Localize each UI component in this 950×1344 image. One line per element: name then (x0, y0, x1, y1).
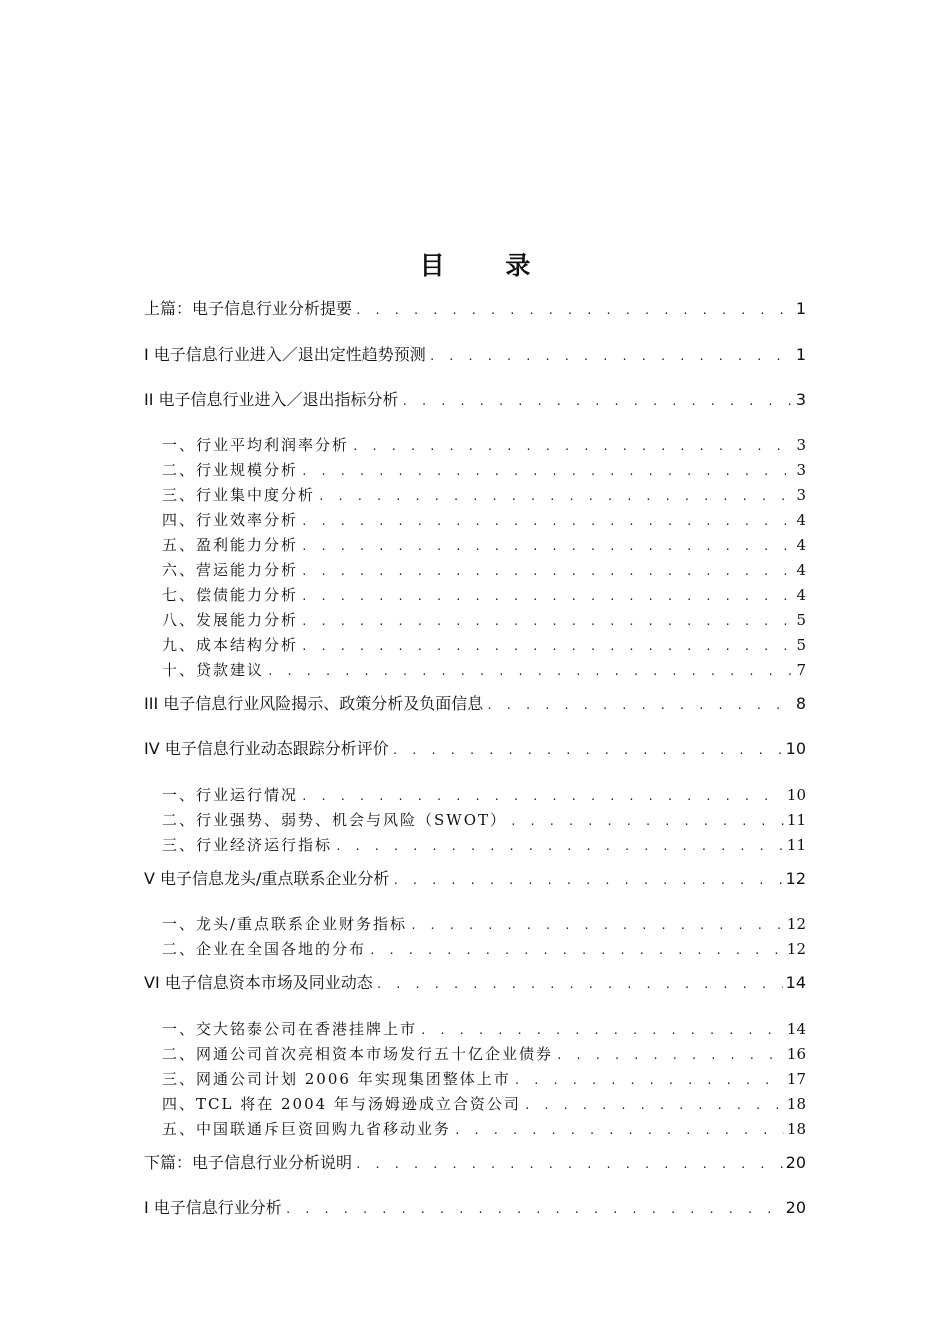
dot-leader (267, 661, 793, 683)
toc-entry-page: 11 (786, 811, 806, 829)
toc-entry-subsection[interactable] (162, 509, 806, 531)
toc-entry-subsection[interactable] (162, 1043, 806, 1065)
toc-entry-page: 5 (796, 611, 806, 629)
dot-leader (486, 695, 793, 717)
dot-leader (556, 1045, 784, 1067)
toc-entry-subsection[interactable] (162, 1118, 806, 1140)
toc-entry-subsection[interactable] (162, 809, 806, 831)
toc-entry-label: 一、行业运行情况 (162, 786, 299, 804)
toc-entry-label: 十、贷款建议 (162, 661, 265, 679)
toc-entry-subsection[interactable] (162, 1093, 806, 1115)
toc-entry-subsection[interactable] (162, 534, 806, 556)
dot-leader (301, 461, 793, 483)
toc-entry-label: 一、行业平均利润率分析 (162, 436, 350, 454)
toc-entry-label: 六、营运能力分析 (162, 561, 299, 579)
toc-entry-page: 18 (786, 1095, 806, 1113)
toc-entry-page: 3 (796, 461, 806, 479)
dot-leader (524, 1095, 784, 1117)
toc-entry-section-iv[interactable] (144, 738, 806, 760)
toc-entry-label: 三、行业集中度分析 (162, 486, 316, 504)
toc-entry-page: 16 (786, 1045, 806, 1063)
dot-leader (355, 300, 793, 322)
toc-entry-subsection[interactable] (162, 434, 806, 456)
dot-leader (285, 1199, 783, 1221)
toc-entry-page: 12 (786, 940, 806, 958)
toc-entry-label: 五、盈利能力分析 (162, 536, 299, 554)
toc-entry-label: VI 电子信息资本市场及同业动态 (144, 973, 373, 992)
toc-title: 目 录 (419, 251, 557, 280)
toc-entry-page: 20 (785, 1198, 806, 1217)
dot-leader (318, 486, 793, 508)
toc-entry-label: 八、发展能力分析 (162, 611, 299, 629)
toc-entry-subsection[interactable] (162, 484, 806, 506)
toc-entry-section-i[interactable] (144, 344, 806, 366)
dot-leader (402, 391, 793, 413)
dot-leader (301, 586, 793, 608)
toc-entry-label: I 电子信息行业进入／退出定性趋势预测 (144, 345, 426, 364)
dot-leader (392, 740, 783, 762)
toc-entry-subsection[interactable] (162, 559, 806, 581)
toc-entry-page: 3 (796, 436, 806, 454)
toc-entry-page: 4 (796, 536, 806, 554)
toc-entry-subsection[interactable] (162, 938, 806, 960)
toc-entry-label: 一、交大铭泰公司在香港挂牌上市 (162, 1020, 418, 1038)
toc-entry-part-2[interactable] (144, 1152, 806, 1174)
toc-entry-page: 1 (795, 345, 806, 364)
toc-entry-page: 20 (785, 1153, 806, 1172)
toc-entry-subsection[interactable] (162, 834, 806, 856)
dot-leader (301, 611, 793, 633)
dot-leader (301, 511, 793, 533)
toc-entry-label: 九、成本结构分析 (162, 636, 299, 654)
toc-entry-page: 8 (795, 694, 806, 713)
dot-leader (410, 915, 784, 937)
dot-leader (301, 786, 784, 808)
toc-entry-label: 四、TCL 将在 2004 年与汤姆逊成立合资公司 (162, 1095, 521, 1113)
toc-entry-label: 三、行业经济运行指标 (162, 836, 333, 854)
toc-entry-section-ii[interactable] (144, 389, 806, 411)
toc-entry-label: 二、行业规模分析 (162, 461, 299, 479)
toc-entry-section-iii[interactable] (144, 693, 806, 715)
toc-entry-subsection[interactable] (162, 459, 806, 481)
dot-leader (352, 436, 793, 458)
toc-entry-page: 4 (796, 586, 806, 604)
toc-entry-page: 11 (786, 836, 806, 854)
toc-entry-subsection[interactable] (162, 784, 806, 806)
dot-leader (369, 940, 784, 962)
toc-entry-page: 12 (786, 915, 806, 933)
toc-entry-label: 下篇：电子信息行业分析说明 (144, 1153, 353, 1172)
toc-entry-page: 10 (785, 739, 806, 758)
toc-entry-label: 二、网通公司首次亮相资本市场发行五十亿企业债券 (162, 1045, 554, 1063)
dot-leader (429, 346, 793, 368)
toc-entry-section-vi[interactable] (144, 972, 806, 994)
toc-entry-page: 1 (795, 299, 806, 318)
toc-entry-label: I 电子信息行业分析 (144, 1198, 282, 1217)
dot-leader (510, 811, 784, 833)
toc-entry-label: V 电子信息龙头/重点联系企业分析 (144, 869, 390, 888)
dot-leader (335, 836, 784, 858)
toc-entry-subsection[interactable] (162, 1068, 806, 1090)
toc-entry-page: 5 (796, 636, 806, 654)
dot-leader (420, 1020, 784, 1042)
toc-entry-page: 14 (786, 1020, 806, 1038)
toc-entry-page: 3 (796, 486, 806, 504)
dot-leader (514, 1070, 784, 1092)
dot-leader (301, 536, 793, 558)
toc-entry-label: III 电子信息行业风险揭示、政策分析及负面信息 (144, 694, 484, 713)
toc-entry-label: 七、偿债能力分析 (162, 586, 299, 604)
toc-entry-label: 三、网通公司计划 2006 年实现集团整体上市 (162, 1070, 511, 1088)
toc-entry-page: 4 (796, 561, 806, 579)
toc-entry-page: 12 (785, 869, 806, 888)
toc-entry-page: 4 (796, 511, 806, 529)
toc-entry-subsection[interactable] (162, 634, 806, 656)
toc-entry-label: 上篇：电子信息行业分析提要 (144, 299, 353, 318)
toc-entry-label: 四、行业效率分析 (162, 511, 299, 529)
toc-entry-label: 二、企业在全国各地的分布 (162, 940, 367, 958)
toc-entry-label: 一、龙头/重点联系企业财务指标 (162, 915, 408, 933)
toc-entry-subsection[interactable] (162, 913, 806, 935)
toc-entry-page: 10 (786, 786, 806, 804)
toc-entry-subsection[interactable] (162, 584, 806, 606)
toc-entry-page: 18 (786, 1120, 806, 1138)
dot-leader (301, 561, 793, 583)
toc-entry-label: 二、行业强势、弱势、机会与风险（SWOT） (162, 811, 507, 829)
dot-leader (301, 636, 793, 658)
toc-entry-part-1[interactable] (144, 298, 806, 320)
toc-entry-subsection[interactable] (162, 1018, 806, 1040)
toc-entry-page: 17 (786, 1070, 806, 1088)
dot-leader (376, 974, 783, 996)
toc-entry-section-v[interactable] (144, 868, 806, 890)
toc-entry-subsection[interactable] (162, 609, 806, 631)
toc-entry-section-i-part-2[interactable] (144, 1197, 806, 1219)
toc-entry-label: II 电子信息行业进入／退出指标分析 (144, 390, 399, 409)
toc-entry-label: 五、中国联通斥巨资回购九省移动业务 (162, 1120, 452, 1138)
toc-entry-subsection[interactable] (162, 659, 806, 681)
toc-entry-page: 3 (795, 390, 806, 409)
toc-entry-label: IV 电子信息行业动态跟踪分析评价 (144, 739, 389, 758)
toc-entry-page: 7 (796, 661, 806, 679)
toc-entry-page: 14 (785, 973, 806, 992)
dot-leader (392, 870, 782, 892)
dot-leader (355, 1154, 783, 1176)
dot-leader (454, 1120, 784, 1142)
